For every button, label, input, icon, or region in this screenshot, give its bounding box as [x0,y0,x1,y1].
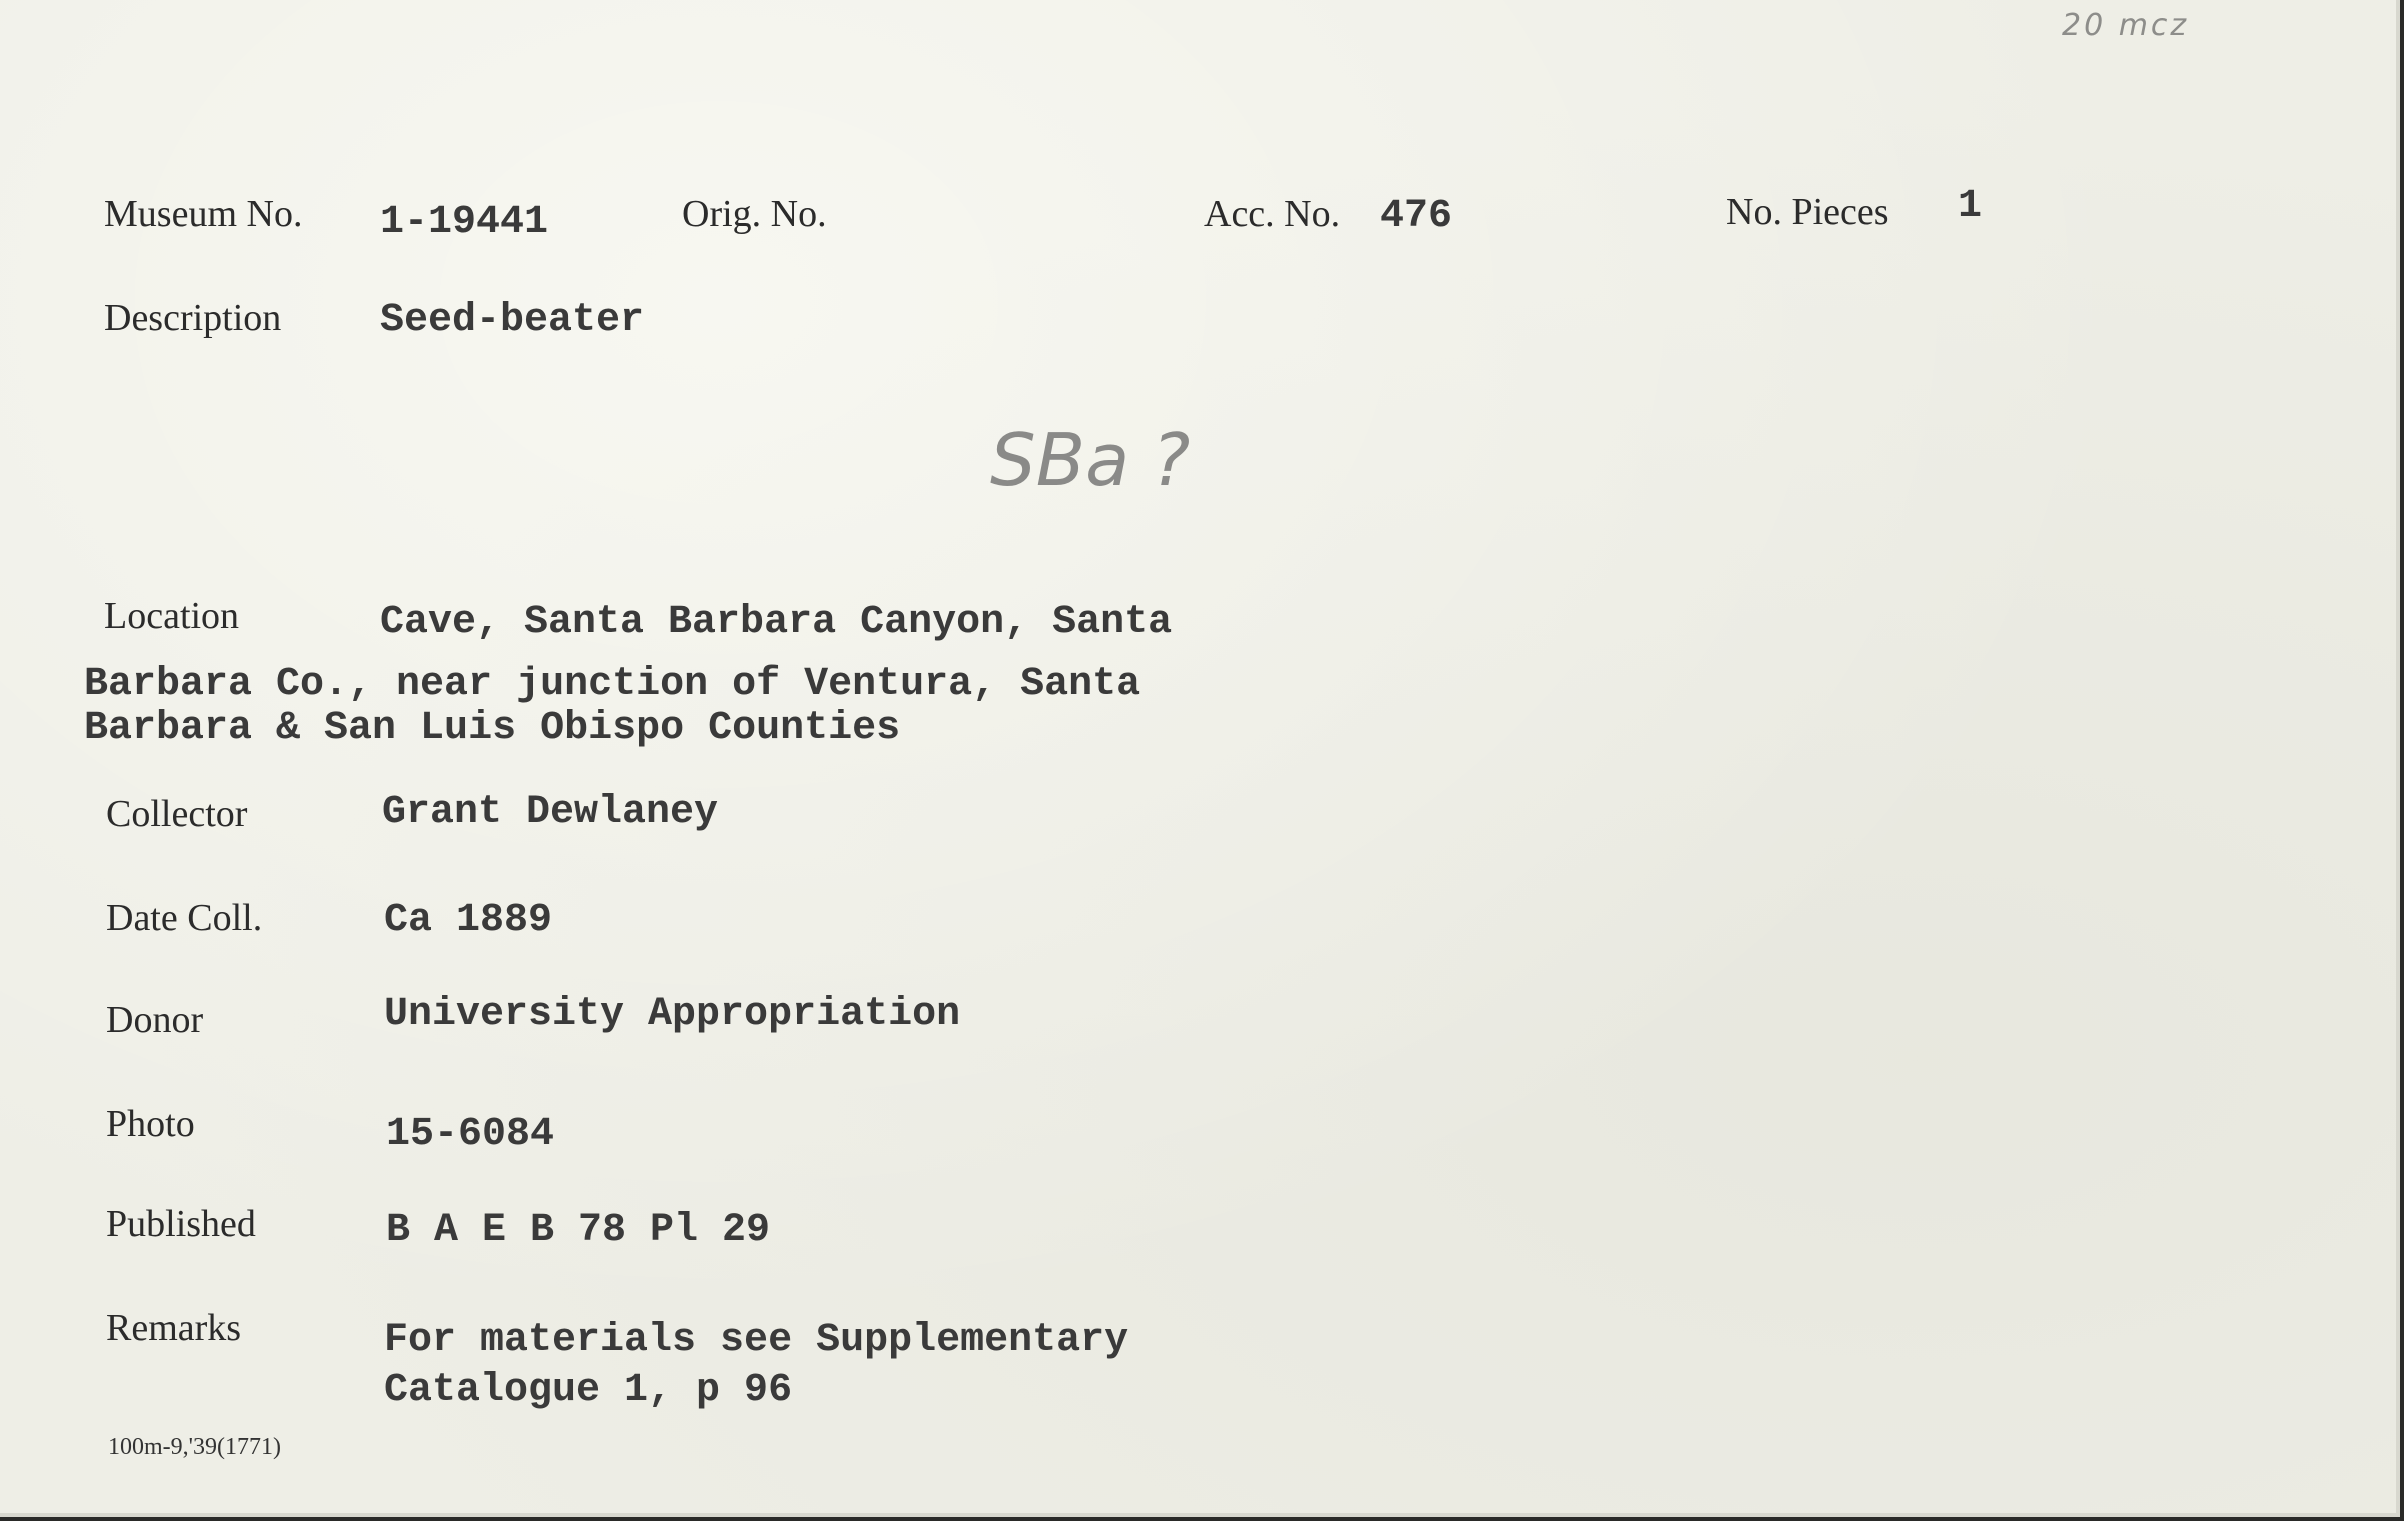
location-line-3: Barbara & San Luis Obispo Counties [84,706,901,751]
form-code: 100m-9,'39(1771) [108,1434,281,1460]
published-value: B A E B 78 Pl 29 [386,1208,771,1253]
photo-label: Photo [106,1103,195,1145]
handwritten-note: SBa ? [990,418,1191,502]
orig-no-label: Orig. No. [682,193,827,235]
location-line-1: Cave, Santa Barbara Canyon, Santa [380,600,1173,645]
donor-label: Donor [106,999,204,1041]
remarks-line-2: Catalogue 1, p 96 [384,1368,793,1413]
description-value: Seed-beater [380,298,645,343]
no-pieces-label: No. Pieces [1726,191,1889,233]
description-label: Description [104,297,282,339]
published-label: Published [106,1203,256,1245]
acc-no-value: 476 [1380,194,1453,239]
museum-no-label: Museum No. [104,193,303,235]
remarks-label: Remarks [106,1307,242,1349]
collector-value: Grant Dewlaney [382,790,719,835]
museum-no-value: 1-19441 [380,200,549,245]
acc-no-label: Acc. No. [1204,193,1341,235]
remarks-line-1: For materials see Supplementary [384,1318,1129,1363]
location-label: Location [104,595,240,637]
date-coll-value: Ca 1889 [384,898,553,943]
collector-label: Collector [106,793,248,835]
no-pieces-value: 1 [1958,184,1983,229]
corner-handwritten-note: 20 mcz [2062,8,2190,43]
date-coll-label: Date Coll. [106,897,263,939]
photo-value: 15-6084 [386,1112,555,1157]
donor-value: University Appropriation [384,992,961,1037]
location-line-2: Barbara Co., near junction of Ventura, Santa [84,662,1141,707]
